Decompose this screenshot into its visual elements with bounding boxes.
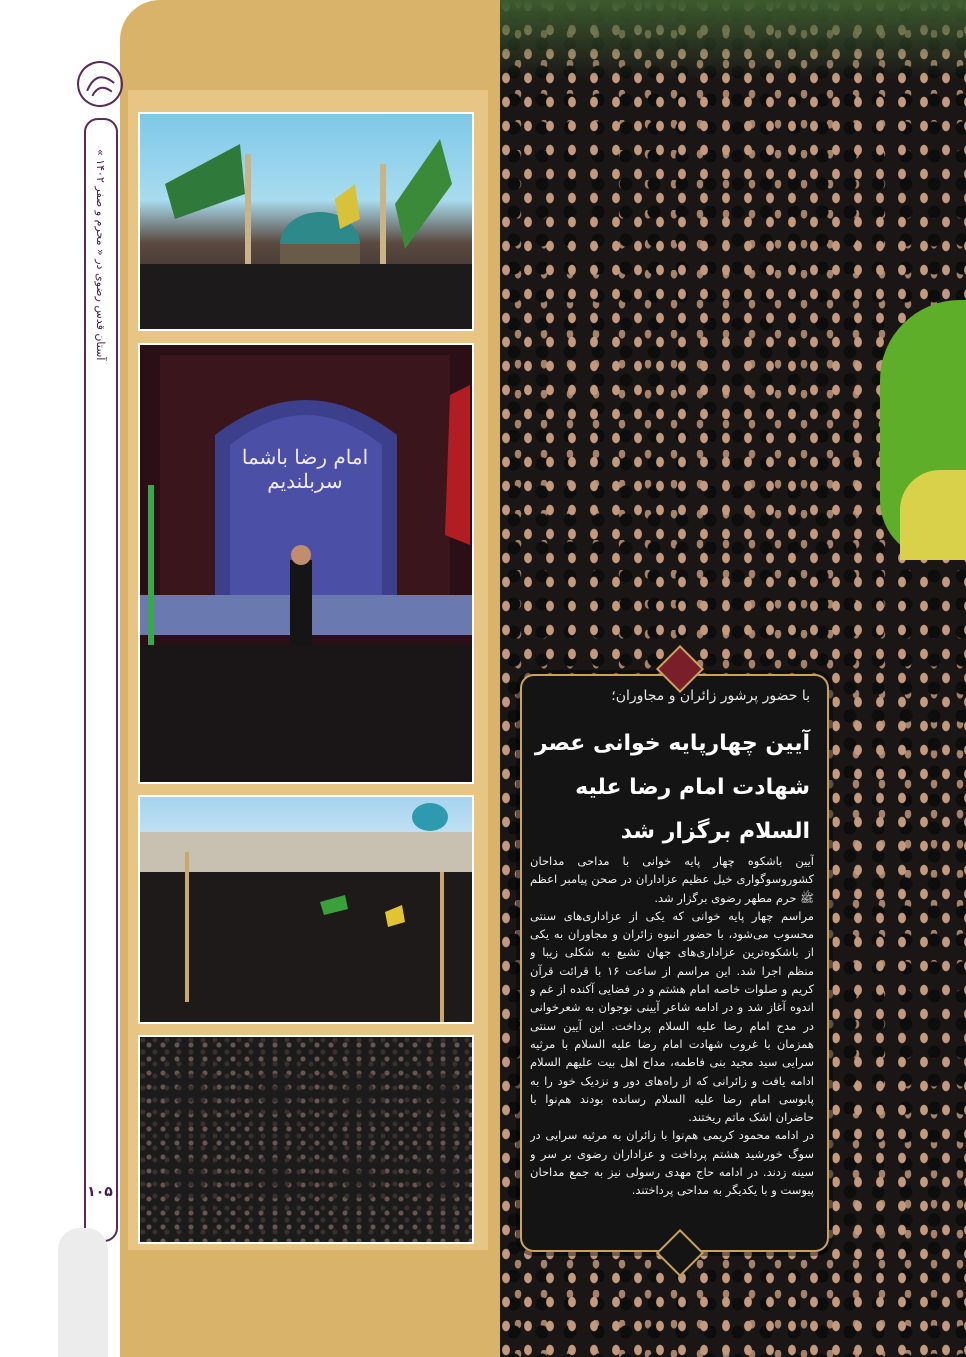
- crowd-pattern: [140, 1037, 472, 1242]
- photo-crowd-hands: [138, 1035, 474, 1244]
- photo-shrine-flags: [138, 112, 474, 331]
- article-title-line2: شهادت امام رضا علیه السلام برگزار شد: [575, 775, 810, 844]
- page-number: ۱۰۵: [87, 1184, 113, 1200]
- article-subtitle: با حضور پرشور زائران و مجاوران؛: [611, 688, 810, 704]
- photo-courtyard-aerial: [138, 795, 474, 1024]
- article-body: [530, 852, 814, 1237]
- photo-stage-banner: [138, 343, 474, 784]
- article-paragraph: در ادامه محمود کریمی هم‌نوا با زائران به مرثیه سرایی در سوگ خورشید هشتم پرداخت و عزاداران رضوی بر سر و سینه زدند. در ادامه حاج مهدی رسولی نیز به جمع مداحان پیوست و با یکدیگر به مداحی پرداختند.: [530, 1128, 814, 1198]
- article-paragraph: مراسم چهار پایه خوانی که یکی از عزاداری‌های سنتی محسوب می‌شود، با حضور انبوه زائران و مجاوران به یکی از باشکوه‌ترین عزاداری‌های جهان تشیع به شکلی زیبا و منظم اجرا شد. این مراسم از ساعت ۱۶ با قرائت قرآن کریم و صلوات خاصه امام هشتم و در فضایی آکنده از غم و اندوه آغاز شد و در ادامه شاعر آیینی نوجوان به شعرخوانی در مدح امام رضا علیه السلام پرداخت. این آیین سنتی همزمان با غروب شهادت امام رضا علیه السلام با مرثیه سرایی سید مجید بنی فاطمه، مداح اهل بیت علیهم السلام ادامه یافت و زائرانی که از راه‌های دور و نزدیک خود را به پابوسی امام رضا علیه السلام رسانده بودند هم‌نوا با حاضران اشک ماتم ریختند.: [530, 908, 814, 1125]
- stage-banner-text: امام رضا باشما سربلندیم: [241, 445, 369, 493]
- article-title-line1: آیین چهارپایه خوانی عصر: [534, 731, 810, 756]
- magazine-logo-icon: [67, 51, 133, 117]
- ribbon-title: آستان قدس رضوی در « محرم و صفر ۱۴۰۲ »: [94, 149, 107, 361]
- article-title: [530, 722, 810, 844]
- article-paragraph: آیین باشکوه چهار پایه خوانی با مداحی مداحان کشوروسوگواری خیل عظیم عزاداران در صحن پیامبر اعظم ﷺ حرم مطهر رضوی برگزار شد.: [530, 854, 814, 905]
- ribbon-tail: [58, 1228, 108, 1357]
- photo-top-foliage: [500, 0, 966, 80]
- yellow-flag: [900, 470, 966, 560]
